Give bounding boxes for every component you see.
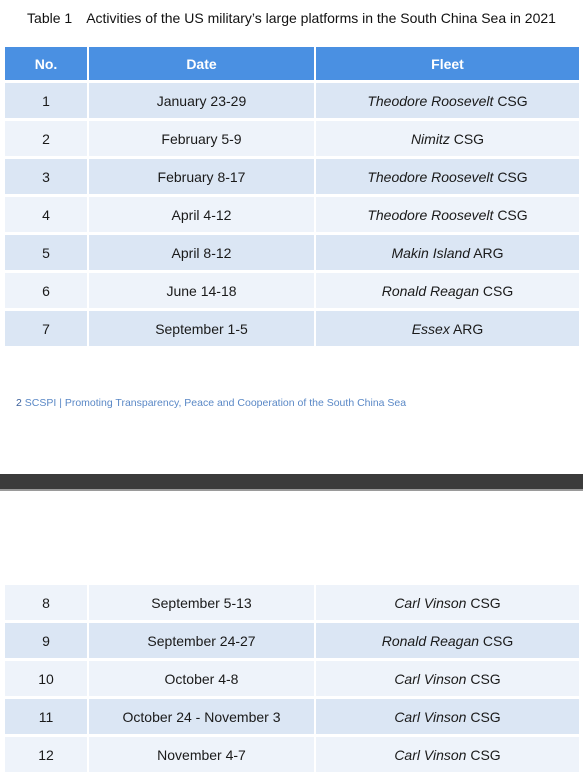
cell-fleet <box>316 311 579 349</box>
fleet-type: ARG <box>452 320 484 337</box>
table-row <box>5 699 579 737</box>
table-header-row <box>5 47 579 83</box>
table-row <box>5 311 579 349</box>
cell-fleet <box>316 585 579 623</box>
cell-fleet <box>316 121 579 159</box>
fleet-type: CSG <box>453 130 485 147</box>
fleet-type: CSG <box>470 708 501 725</box>
fleet-type: CSG <box>470 594 501 611</box>
cell-date: October 4-8 <box>89 661 316 699</box>
cell-fleet <box>316 737 579 775</box>
cell-no: 12 <box>5 737 89 775</box>
fleet-name: Ronald Reagan <box>381 632 480 649</box>
cell-fleet <box>316 273 579 311</box>
cell-no: 8 <box>5 585 89 623</box>
cell-date: October 24 - November 3 <box>89 699 316 737</box>
cell-no: 1 <box>5 83 89 121</box>
table-caption-label: Table 1 <box>27 10 73 26</box>
fleet-type: CSG <box>482 282 514 299</box>
cell-no: 4 <box>5 197 89 235</box>
cell-no: 11 <box>5 699 89 737</box>
fleet-name: Carl Vinson <box>394 594 467 611</box>
footer-text: SCSPI | Promoting Transparency, Peace and Cooperation of the South China Sea <box>24 397 407 409</box>
fleet-name: Essex <box>411 320 450 337</box>
cell-date: September 24-27 <box>89 623 316 661</box>
fleet-name: Nimitz <box>410 130 450 147</box>
cell-date: June 14-18 <box>89 273 316 311</box>
fleet-type: ARG <box>473 244 504 261</box>
cell-date: February 5-9 <box>89 121 316 159</box>
cell-no: 10 <box>5 661 89 699</box>
cell-no: 3 <box>5 159 89 197</box>
cell-fleet <box>316 235 579 273</box>
fleet-type: CSG <box>482 632 514 649</box>
cell-date: February 8-17 <box>89 159 316 197</box>
table-row <box>5 623 579 661</box>
table-caption-title: Activities of the US military’s large platforms in the South China Sea in 2021 <box>86 10 556 26</box>
cell-date: September 5-13 <box>89 585 316 623</box>
fleet-type: CSG <box>497 92 528 109</box>
column-header-fleet: Fleet <box>316 47 579 83</box>
fleet-type: CSG <box>497 206 528 223</box>
fleet-name: Theodore Roosevelt <box>367 92 494 109</box>
table-row <box>5 661 579 699</box>
activities-table-part-1 <box>5 47 579 349</box>
table-row <box>5 737 579 775</box>
cell-fleet <box>316 159 579 197</box>
table-row <box>5 585 579 623</box>
table-row <box>5 273 579 311</box>
cell-fleet <box>316 661 579 699</box>
cell-date: April 8-12 <box>89 235 316 273</box>
page-divider <box>0 474 583 491</box>
table-row <box>5 159 579 197</box>
cell-fleet <box>316 197 579 235</box>
cell-no: 5 <box>5 235 89 273</box>
fleet-type: CSG <box>470 746 501 763</box>
fleet-type: CSG <box>470 670 501 687</box>
fleet-name: Carl Vinson <box>394 746 467 763</box>
cell-no: 2 <box>5 121 89 159</box>
fleet-name: Theodore Roosevelt <box>367 206 494 223</box>
cell-date: April 4-12 <box>89 197 316 235</box>
cell-no: 7 <box>5 311 89 349</box>
table-row <box>5 235 579 273</box>
cell-date: January 23-29 <box>89 83 316 121</box>
fleet-name: Carl Vinson <box>394 708 467 725</box>
column-header-date: Date <box>89 47 316 83</box>
table-row <box>5 197 579 235</box>
cell-fleet <box>316 699 579 737</box>
cell-date: November 4-7 <box>89 737 316 775</box>
column-header-no: No. <box>5 47 89 83</box>
cell-no: 6 <box>5 273 89 311</box>
cell-fleet <box>316 83 579 121</box>
fleet-name: Carl Vinson <box>394 670 467 687</box>
page-footer <box>16 397 406 409</box>
cell-no: 9 <box>5 623 89 661</box>
fleet-type: CSG <box>497 168 528 185</box>
fleet-name: Makin Island <box>391 244 471 261</box>
cell-date: September 1-5 <box>89 311 316 349</box>
page-number: 2 <box>16 397 22 409</box>
table-row <box>5 83 579 121</box>
table-caption <box>0 0 583 36</box>
activities-table-part-2 <box>5 585 579 775</box>
table-row <box>5 121 579 159</box>
cell-fleet <box>316 623 579 661</box>
fleet-name: Ronald Reagan <box>381 282 480 299</box>
fleet-name: Theodore Roosevelt <box>367 168 494 185</box>
